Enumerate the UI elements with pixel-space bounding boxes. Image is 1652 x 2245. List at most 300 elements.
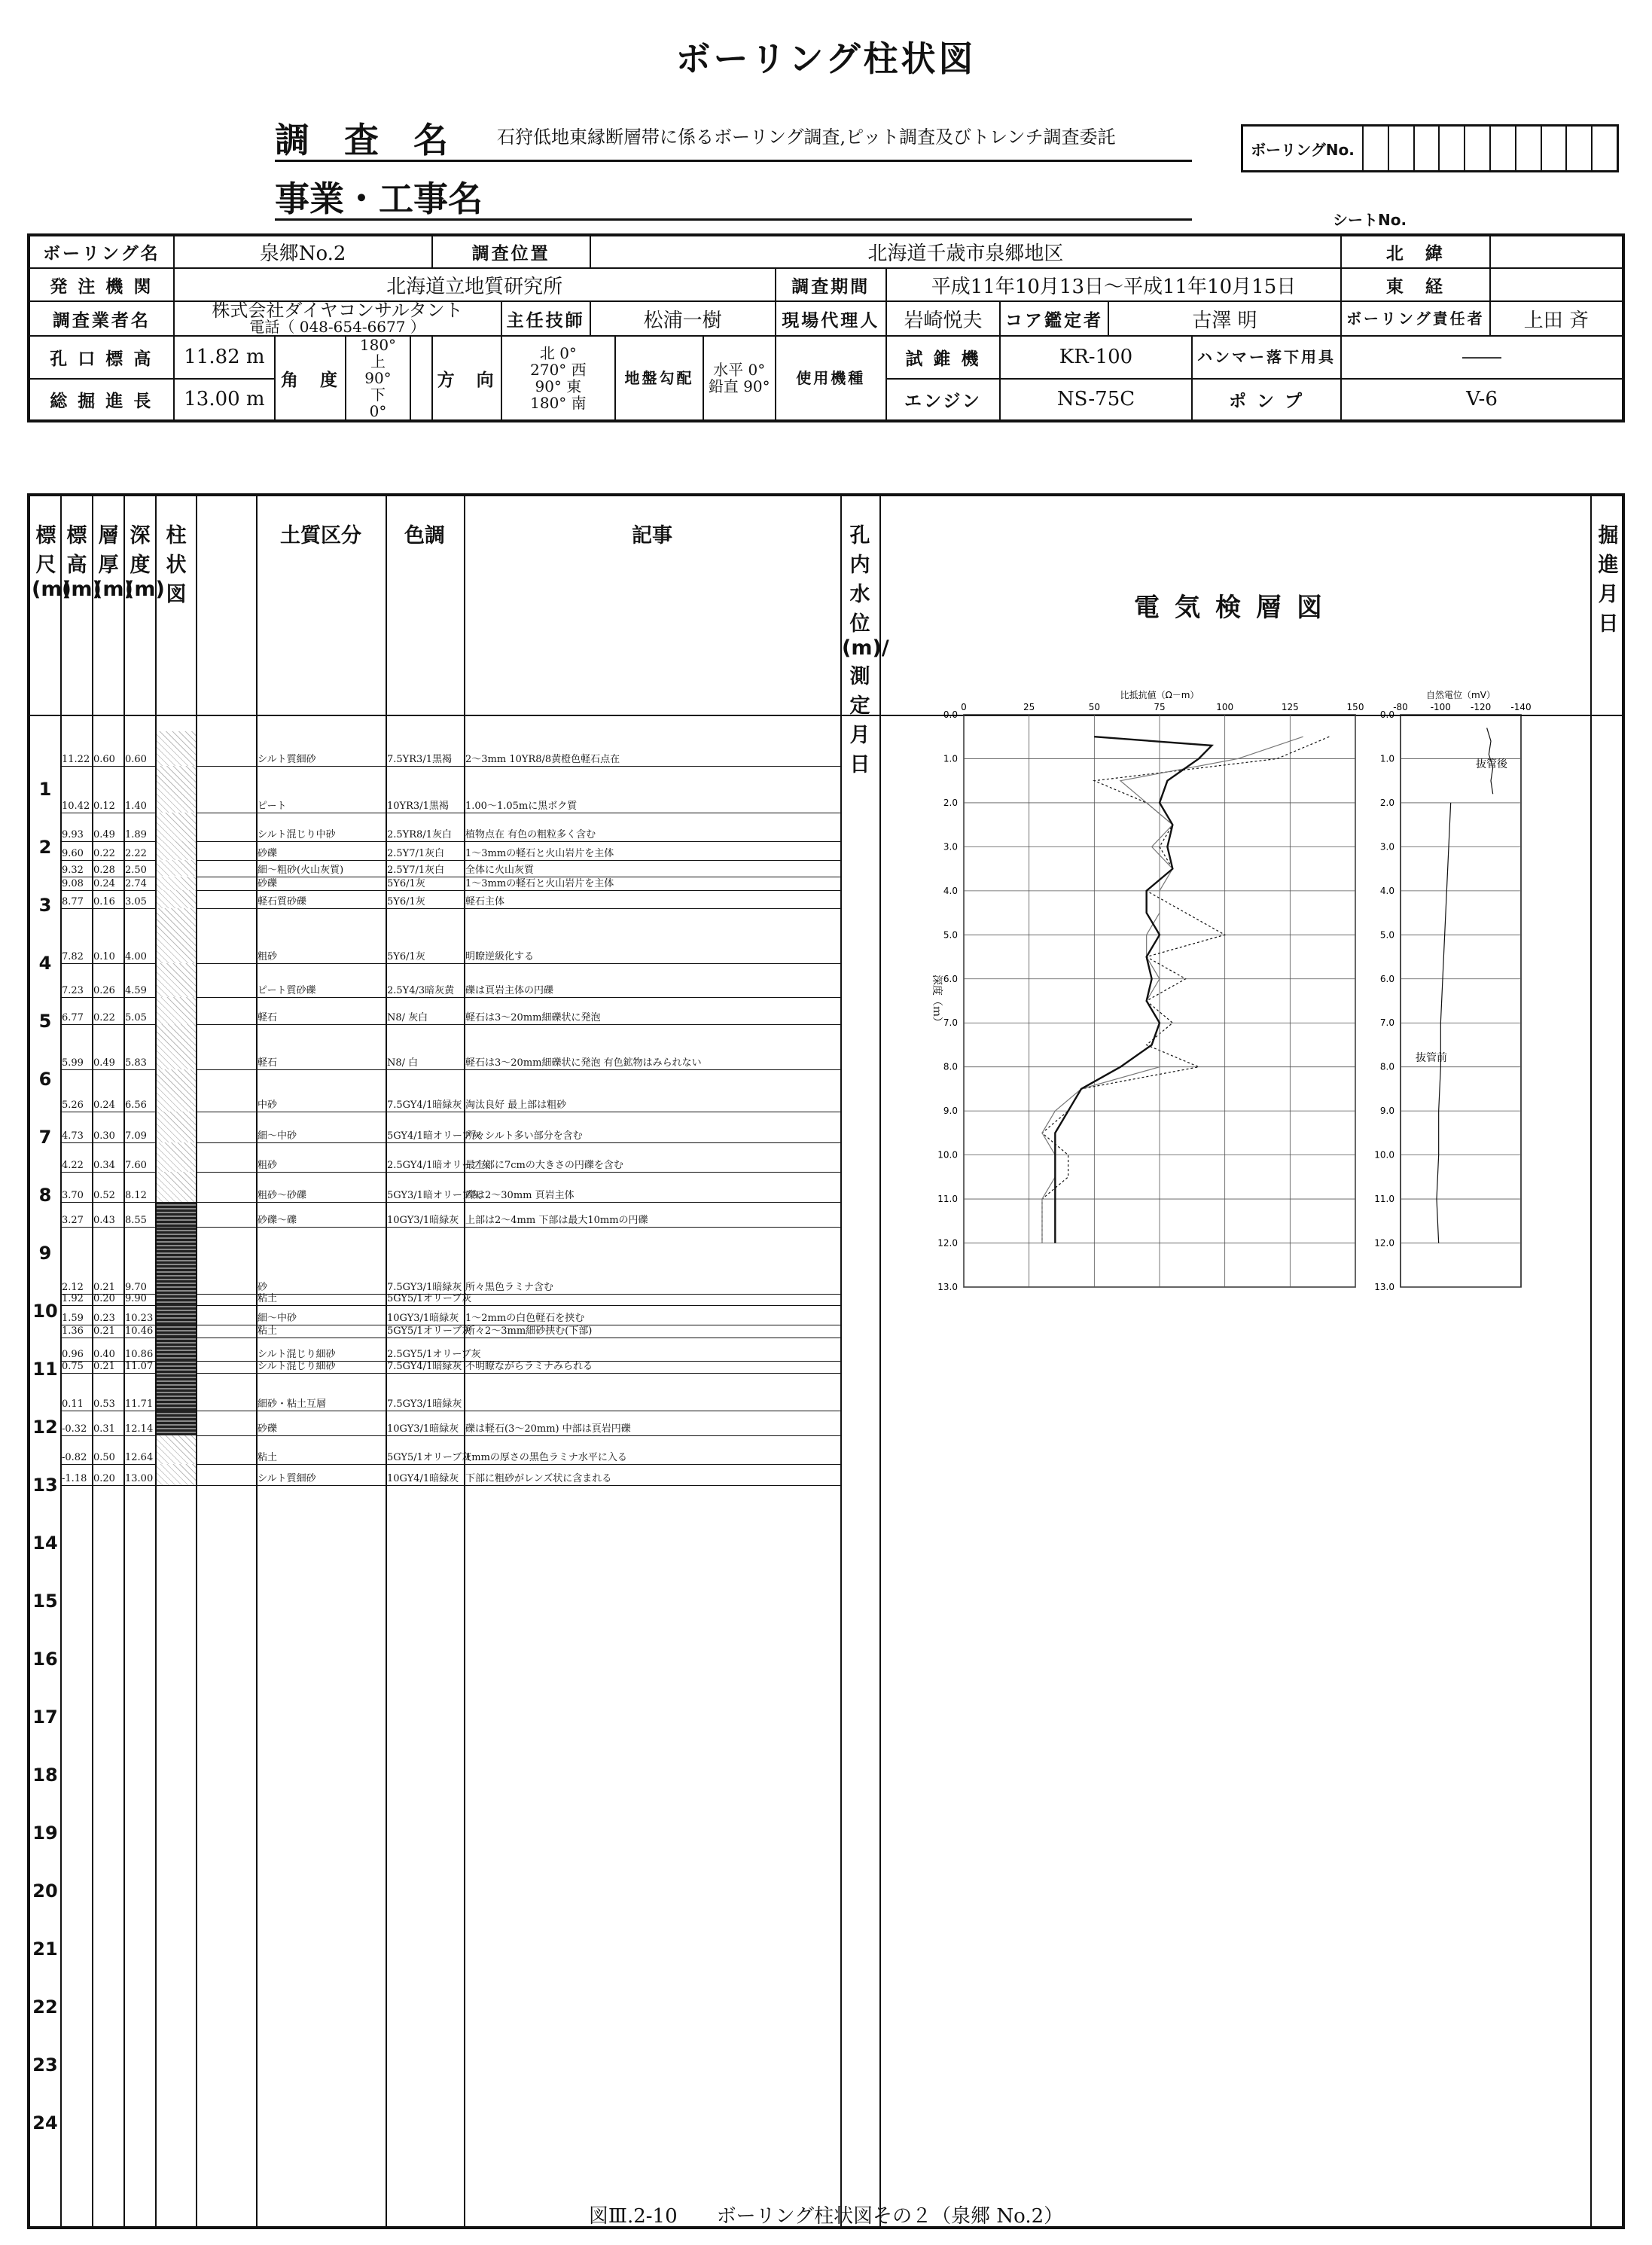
scale-mark: 20: [32, 1880, 58, 1902]
layer-color: 5Y6/1灰: [387, 895, 425, 907]
sp-after-label: 抜管後: [1476, 758, 1507, 770]
layer-elev: 3.27: [62, 1215, 84, 1227]
layer-color: 7.5YR3/1黒褐: [387, 754, 452, 766]
chart-y-tick: 5.0: [1379, 929, 1394, 941]
layer-soil: 軽石質砂礫: [258, 895, 307, 907]
layer-soil: 粘土: [258, 1452, 278, 1464]
east-label: 90° 東: [535, 377, 582, 395]
layer-depth: 8.55: [125, 1215, 147, 1227]
layer-depth: 3.05: [125, 895, 147, 907]
chart-series-line: [1042, 737, 1329, 1243]
soil-header: 土質区分: [280, 524, 361, 548]
layer-soil: シルト質細砂: [258, 1473, 316, 1484]
layer-color: 10GY3/1暗緑灰: [387, 1312, 459, 1324]
layer-elev: 9.32: [62, 864, 84, 876]
layer-depth: 5.83: [125, 1057, 147, 1069]
scale-mark: 17: [32, 1707, 58, 1728]
layer-elev: -0.82: [62, 1452, 87, 1464]
layer-depth: 12.64: [125, 1452, 154, 1464]
lithology-block: [157, 963, 196, 997]
layer-color: 2.5YR8/1灰白: [387, 828, 452, 840]
chart-x-tick: -100: [1430, 702, 1451, 712]
layer-note: 礫は頁岩主体の円礫: [465, 985, 554, 997]
survey-label: 調 査 名: [275, 120, 448, 160]
lithology-block: [157, 1069, 196, 1112]
layer-elev: 7.82: [62, 951, 84, 962]
depth-header: 深度(m): [125, 524, 165, 601]
layer-color: 2.5Y4/3暗灰黄: [387, 985, 455, 997]
layer-depth: 4.59: [125, 985, 147, 997]
layer-soil: ピート: [258, 800, 287, 812]
layer-elev: 4.73: [62, 1130, 84, 1142]
chart-y-tick: 9.0: [943, 1106, 958, 1117]
latitude-value: [1490, 235, 1623, 268]
chart-y-tick: 8.0: [943, 1061, 958, 1072]
layer-elev: 1.36: [62, 1325, 84, 1338]
layer-elev: 8.77: [62, 895, 84, 907]
chart-x-label: 自然電位（mV）: [1426, 690, 1495, 700]
hammer-key: ハンマー落下用具: [1192, 336, 1341, 379]
boring-number-cell: [1415, 127, 1440, 170]
direction-diagram: [501, 336, 616, 421]
project-label: 事業・工事名: [275, 178, 483, 219]
sp-before-label: 抜管前: [1416, 1052, 1447, 1064]
layer-color: 5GY5/1オリーブ灰: [387, 1452, 472, 1464]
lithology-block: [157, 731, 196, 766]
longitude-key: 東 経: [1341, 268, 1490, 301]
layer-thick: 0.23: [93, 1312, 115, 1324]
layer-color: 5Y6/1灰: [387, 951, 425, 962]
chart-y-tick: 1.0: [943, 753, 958, 764]
layer-soil: シルト混じり細砂: [258, 1349, 336, 1361]
layer-note: 礫は軽石(3～20mm) 中部は頁岩円礫: [465, 1423, 631, 1435]
layer-elev: 9.08: [62, 877, 84, 889]
layer-elev: 6.77: [62, 1011, 84, 1023]
chart-x-tick: 75: [1154, 702, 1166, 712]
vertical-label: 鉛直 90°: [708, 377, 770, 395]
layer-soil: 細砂・粘土互層: [258, 1398, 327, 1410]
layer-elev: 1.92: [62, 1293, 84, 1305]
note-header: 記事: [632, 524, 672, 548]
slope-key: 地盤勾配: [615, 336, 703, 421]
scale-mark: 14: [32, 1533, 58, 1554]
layer-depth: 2.74: [125, 877, 147, 889]
layer-note: 所々2～3mm細砂挟む(下部): [465, 1325, 593, 1338]
progress-header: 掘進月日: [1598, 524, 1619, 636]
layer-note: 上部は2～4mm 下部は最大10mmの円礫: [465, 1215, 648, 1227]
lithology-block: [157, 890, 196, 908]
layer-color: 7.5GY3/1暗緑灰: [387, 1398, 462, 1410]
chart-y-tick: 6.0: [943, 973, 958, 984]
layer-thick: 0.28: [93, 864, 115, 876]
lithology-block: [157, 1435, 196, 1465]
layer-note: 下部に粗砂がレンズ状に含まれる: [465, 1473, 612, 1484]
chart-y-tick: 1.0: [1379, 753, 1394, 764]
column-header: 柱状図: [166, 524, 187, 606]
position-key: 調査位置: [432, 235, 590, 268]
chart-y-tick: 4.0: [943, 885, 958, 896]
column-divider: [1590, 496, 1592, 2226]
layer-elev: 5.26: [62, 1100, 84, 1112]
layer-thick: 0.43: [93, 1215, 115, 1227]
layer-note: 所々シルト多い部分を含む: [465, 1130, 583, 1142]
layer-depth: 11.07: [125, 1361, 154, 1373]
layer-depth: 13.00: [125, 1473, 154, 1484]
layer-thick: 0.49: [93, 1057, 115, 1069]
lithology-block: [157, 1338, 196, 1361]
lithology-block: [157, 1112, 196, 1142]
layer-boundary: [62, 1485, 840, 1486]
scale-mark: 11: [32, 1359, 58, 1380]
layer-elev: 9.60: [62, 847, 84, 859]
layer-thick: 0.50: [93, 1452, 115, 1464]
elevation-header: 標高(m): [62, 524, 102, 601]
direction-key: 方 向: [432, 336, 501, 421]
layer-note: 不明瞭ながらラミナみられる: [465, 1361, 593, 1373]
layer-soil: 砂礫: [258, 847, 278, 859]
chart-y-tick: 7.0: [943, 1017, 958, 1029]
layer-elev: 11.22: [62, 754, 90, 766]
chart-x-tick: -80: [1393, 702, 1408, 712]
scale-header: 標尺(m): [32, 524, 72, 601]
layer-thick: 0.21: [93, 1281, 115, 1293]
layer-elev: 0.96: [62, 1349, 84, 1361]
layer-note: 軽石は3～20mm細礫状に発泡: [465, 1011, 601, 1023]
scale-mark: 22: [32, 1996, 58, 2018]
layer-soil: 砂礫: [258, 877, 278, 889]
layer-soil: 砂礫～礫: [258, 1215, 297, 1227]
lithology-block: [157, 1411, 196, 1435]
layer-color: 2.5GY5/1オリーブ灰: [387, 1349, 481, 1361]
layer-color: N8/ 灰白: [387, 1011, 428, 1023]
layer-note: 1.00～1.05mに黒ボク質: [465, 800, 578, 812]
layer-note: 明瞭逆級化する: [465, 951, 535, 962]
elevation-value: 11.82 m: [174, 336, 276, 379]
boring-number-box: [1241, 124, 1619, 172]
layer-depth: 5.05: [125, 1011, 147, 1023]
machine-key: 使用機種: [776, 336, 886, 421]
page-title: ボーリング柱状図: [675, 38, 977, 79]
angle-down-label: 下: [370, 386, 386, 404]
layer-thick: 0.26: [93, 985, 115, 997]
chart-x-tick: 50: [1088, 702, 1100, 712]
layer-soil: ピート質砂礫: [258, 985, 316, 997]
lithology-block: [157, 766, 196, 813]
chart-x-tick: 25: [1023, 702, 1035, 712]
chart-series-line: [1042, 737, 1303, 1243]
layer-elev: 4.22: [62, 1160, 84, 1172]
boring-name-key: ボーリング名: [29, 235, 174, 268]
boring-number-cell: [1389, 127, 1415, 170]
layer-note: 植物点在 有色の粗粒多く含む: [465, 828, 596, 840]
core-value: 古澤 明: [1108, 301, 1341, 336]
boring-number-cell: [1364, 127, 1389, 170]
responsible-value: 上田 斉: [1490, 301, 1623, 336]
chart-x-label: 比抵抗値（Ω－m）: [1120, 690, 1199, 700]
layer-soil: 砂: [258, 1281, 268, 1293]
layer-color: 2.5Y7/1灰白: [387, 847, 445, 859]
chart-y-tick: 10.0: [1374, 1149, 1394, 1161]
layer-thick: 0.16: [93, 895, 115, 907]
engine-value: NS-75C: [1000, 379, 1192, 422]
chart-y-tick: 4.0: [1379, 885, 1394, 896]
layer-thick: 0.53: [93, 1398, 115, 1410]
layer-elev: -1.18: [62, 1473, 87, 1484]
scale-mark: 12: [32, 1417, 58, 1438]
chart-y-tick: 10.0: [937, 1149, 958, 1161]
company-phone: 電話（ 048-654-6677 ）: [249, 318, 425, 336]
layer-thick: 0.60: [93, 754, 115, 766]
chart-x-tick: 150: [1346, 702, 1364, 712]
layer-soil: 粘土: [258, 1293, 278, 1305]
lithology-block: [157, 1373, 196, 1410]
lithology-block: [157, 1172, 196, 1202]
layer-depth: 12.14: [125, 1423, 154, 1435]
layer-thick: 0.10: [93, 951, 115, 962]
survey-info-table: [27, 233, 1625, 422]
scale-mark: 9: [38, 1243, 52, 1264]
chart-x-tick: 100: [1216, 702, 1234, 712]
layer-elev: 2.12: [62, 1281, 84, 1293]
layer-depth: 2.50: [125, 864, 147, 876]
layer-soil: 粘土: [258, 1325, 278, 1338]
lithology-block: [157, 1325, 196, 1338]
project-underline: [275, 218, 1192, 221]
west-label: 270° 西: [530, 361, 587, 379]
engineer-value: 松浦一樹: [590, 301, 776, 336]
boring-number-cell: [1491, 127, 1516, 170]
lithology-block: [157, 1361, 196, 1373]
scale-mark: 7: [38, 1127, 52, 1148]
layer-color: 2.5GY4/1暗オリーブ灰: [387, 1160, 491, 1172]
layer-color: 2.5Y7/1灰白: [387, 864, 445, 876]
layer-depth: 6.56: [125, 1100, 147, 1112]
layer-color: 5GY5/1オリーブ灰: [387, 1293, 472, 1305]
layer-note: 最上部に7cmの大きさの円礫を含む: [465, 1160, 623, 1172]
layer-depth: 0.60: [125, 754, 147, 766]
color-header: 色調: [404, 524, 445, 548]
layer-note: 淘汰良好 最上部は粗砂: [465, 1100, 567, 1112]
scale-mark: 3: [38, 895, 52, 916]
north-label: 北 0°: [539, 344, 577, 362]
column-divider: [879, 496, 881, 2226]
layer-thick: 0.30: [93, 1130, 115, 1142]
lithology-block: [157, 1142, 196, 1172]
total-depth-key: 総 掘 進 長: [29, 379, 174, 422]
layer-thick: 0.22: [93, 1011, 115, 1023]
chart-y-tick: 6.0: [1379, 973, 1394, 984]
layer-note: 軽石主体: [465, 895, 505, 907]
chart-y-tick: 3.0: [943, 841, 958, 853]
chart-series-line: [1055, 737, 1212, 1243]
scale-mark: 1: [38, 779, 52, 800]
scale-mark: 23: [32, 2054, 58, 2076]
layer-elev: 3.70: [62, 1190, 84, 1202]
chart-y-tick: 2.0: [1379, 797, 1394, 808]
boring-number-cell: [1567, 127, 1593, 170]
slope-diagram: [703, 336, 776, 421]
lithology-block: [157, 1202, 196, 1227]
lithology-block: [157, 997, 196, 1023]
layer-depth: 1.40: [125, 800, 147, 812]
layer-color: 10GY3/1暗緑灰: [387, 1423, 459, 1435]
latitude-key: 北 緯: [1341, 235, 1490, 268]
responsible-key: ボーリング責任者: [1341, 301, 1490, 336]
scale-mark: 5: [38, 1011, 52, 1032]
sheet-number-label: シートNo.: [1333, 211, 1407, 229]
layer-thick: 0.52: [93, 1190, 115, 1202]
chart-x-tick: -120: [1471, 702, 1492, 712]
layer-soil: 細～中砂: [258, 1312, 297, 1324]
layer-soil: シルト混じり細砂: [258, 1361, 336, 1373]
south-label: 180° 南: [530, 394, 587, 412]
chart-x-tick: 0: [961, 702, 967, 712]
chart-y-tick: 13.0: [937, 1282, 958, 1292]
scale-mark: 10: [32, 1301, 58, 1322]
company-name: 株式会社ダイヤコンサルタント: [212, 300, 463, 321]
layer-depth: 10.86: [125, 1349, 154, 1361]
layer-soil: 粗砂: [258, 1160, 278, 1172]
scale-mark: 4: [38, 953, 52, 974]
layer-depth: 8.12: [125, 1190, 147, 1202]
agent-key: 現場代理人: [776, 301, 886, 336]
chart-y-tick: 11.0: [937, 1194, 958, 1205]
core-key: コア鑑定者: [1000, 301, 1108, 336]
chart-y-label: 深度（ｍ）: [931, 975, 943, 1027]
layer-soil: 軽石: [258, 1011, 278, 1023]
angle-90-label: 90°: [364, 369, 392, 387]
layer-thick: 0.40: [93, 1349, 115, 1361]
layer-elev: 1.59: [62, 1312, 84, 1324]
chart-y-tick: 12.0: [937, 1237, 958, 1249]
layer-thick: 0.20: [93, 1473, 115, 1484]
scale-mark: 15: [32, 1591, 58, 1612]
company-key: 調査業者名: [29, 301, 174, 336]
layer-color: 5GY4/1暗オリーブ灰: [387, 1130, 482, 1142]
boring-number-cell: [1516, 127, 1542, 170]
layer-color: 10GY4/1暗緑灰: [387, 1473, 459, 1484]
layer-soil: 細～粗砂(火山灰質): [258, 864, 344, 876]
layer-elev: 9.93: [62, 828, 84, 840]
position-value: 北海道千歳市泉郷地区: [590, 235, 1341, 268]
engine-key: エンジン: [886, 379, 1000, 422]
layer-color: 10GY3/1暗緑灰: [387, 1215, 459, 1227]
scale-mark: 19: [32, 1823, 58, 1844]
lithology-block: [157, 1464, 196, 1485]
angle-diagram: [346, 336, 410, 421]
layer-color: 7.5GY4/1暗緑灰: [387, 1100, 462, 1112]
lithology-block: [157, 813, 196, 841]
angle-key: 角 度: [275, 336, 346, 421]
scale-mark: 6: [38, 1069, 52, 1090]
chart-y-tick: 13.0: [1374, 1282, 1394, 1292]
scale-mark: 18: [32, 1765, 58, 1786]
boring-number-label: ボーリングNo.: [1243, 127, 1364, 170]
total-depth-value: 13.00 m: [174, 379, 276, 422]
chart-y-tick: 12.0: [1374, 1237, 1394, 1249]
layer-depth: 1.89: [125, 828, 147, 840]
layer-elev: 0.11: [62, 1398, 84, 1410]
layer-color: 5Y6/1灰: [387, 877, 425, 889]
layer-soil: 細～中砂: [258, 1130, 297, 1142]
layer-thick: 0.21: [93, 1361, 115, 1373]
angle-0-label: 0°: [369, 402, 387, 420]
chart-x-tick: -140: [1510, 702, 1532, 712]
layer-thick: 0.21: [93, 1325, 115, 1338]
layer-thick: 0.31: [93, 1423, 115, 1435]
layer-elev: 0.75: [62, 1361, 84, 1373]
layer-depth: 4.00: [125, 951, 147, 962]
lithology-block: [157, 841, 196, 860]
chart-x-tick: 125: [1281, 702, 1299, 712]
thickness-header: 層厚(m): [93, 524, 133, 601]
lithology-block: [157, 908, 196, 963]
scale-mark: 21: [32, 1938, 58, 1960]
chart-y-tick: 7.0: [1379, 1017, 1394, 1029]
water-level-header: 孔内水位(m)/測定月日: [842, 524, 889, 776]
company-value: [174, 301, 501, 336]
layer-depth: 9.90: [125, 1293, 147, 1305]
layer-thick: 0.49: [93, 828, 115, 840]
lithology-block: [157, 1305, 196, 1324]
longitude-value: [1490, 268, 1623, 301]
layer-soil: 粗砂: [258, 951, 278, 962]
horizontal-label: 水平 0°: [713, 361, 766, 379]
elevation-key: 孔 口 標 高: [29, 336, 174, 379]
chart-y-tick: 0.0: [1379, 709, 1394, 720]
layer-elev: 5.99: [62, 1057, 84, 1069]
layer-depth: 10.23: [125, 1312, 154, 1324]
layer-soil: 砂礫: [258, 1423, 278, 1435]
angle-up-label: 上: [370, 352, 386, 371]
layer-color: 5GY5/1オリーブ灰: [387, 1325, 472, 1338]
layer-note: 2～3mm 10YR8/8黄橙色軽石点在: [465, 754, 620, 766]
chart-y-tick: 5.0: [943, 929, 958, 941]
lithology-block: [157, 1024, 196, 1069]
agent-value: 岩崎悦夫: [886, 301, 1000, 336]
layer-thick: 0.20: [93, 1293, 115, 1305]
chart-title: 電気検層図: [1134, 593, 1337, 623]
layer-note: 1～3mmの軽石と火山岩片を主体: [465, 877, 614, 889]
layer-soil: 中砂: [258, 1100, 278, 1112]
client-value: 北海道立地質研究所: [174, 268, 776, 301]
boring-name-value: 泉郷No.2: [174, 235, 432, 268]
electric-log-chart: [888, 685, 1581, 1302]
layer-depth: 2.22: [125, 847, 147, 859]
layer-elev: 7.23: [62, 985, 84, 997]
client-key: 発 注 機 関: [29, 268, 174, 301]
layer-note: 軽石は3～20mm細礫状に発泡 有色鉱物はみられない: [465, 1057, 702, 1069]
layer-note: 1～2mmの白色軽石を挟む: [465, 1312, 585, 1324]
scale-mark: 8: [38, 1185, 52, 1206]
survey-name: 石狩低地東縁断層帯に係るボーリング調査,ピット調査及びトレンチ調査委託: [497, 127, 1116, 148]
chart-y-tick: 0.0: [943, 709, 958, 720]
layer-soil: シルト混じり中砂: [258, 828, 336, 840]
boring-number-cell: [1465, 127, 1491, 170]
layer-elev: 10.42: [62, 800, 90, 812]
pump-value: V-6: [1341, 379, 1623, 422]
layer-depth: 10.46: [125, 1325, 154, 1338]
layer-note: 1～3mmの軽石と火山岩片を主体: [465, 847, 614, 859]
layer-color: 7.5GY4/1暗緑灰: [387, 1361, 462, 1373]
hammer-value: ――: [1341, 336, 1623, 379]
chart-y-tick: 8.0: [1379, 1061, 1394, 1072]
scale-mark: 16: [32, 1649, 58, 1670]
chart-panel-frame: [1401, 715, 1521, 1287]
layer-soil: シルト質細砂: [258, 754, 316, 766]
lithology-block: [157, 1227, 196, 1294]
layer-thick: 0.24: [93, 1100, 115, 1112]
